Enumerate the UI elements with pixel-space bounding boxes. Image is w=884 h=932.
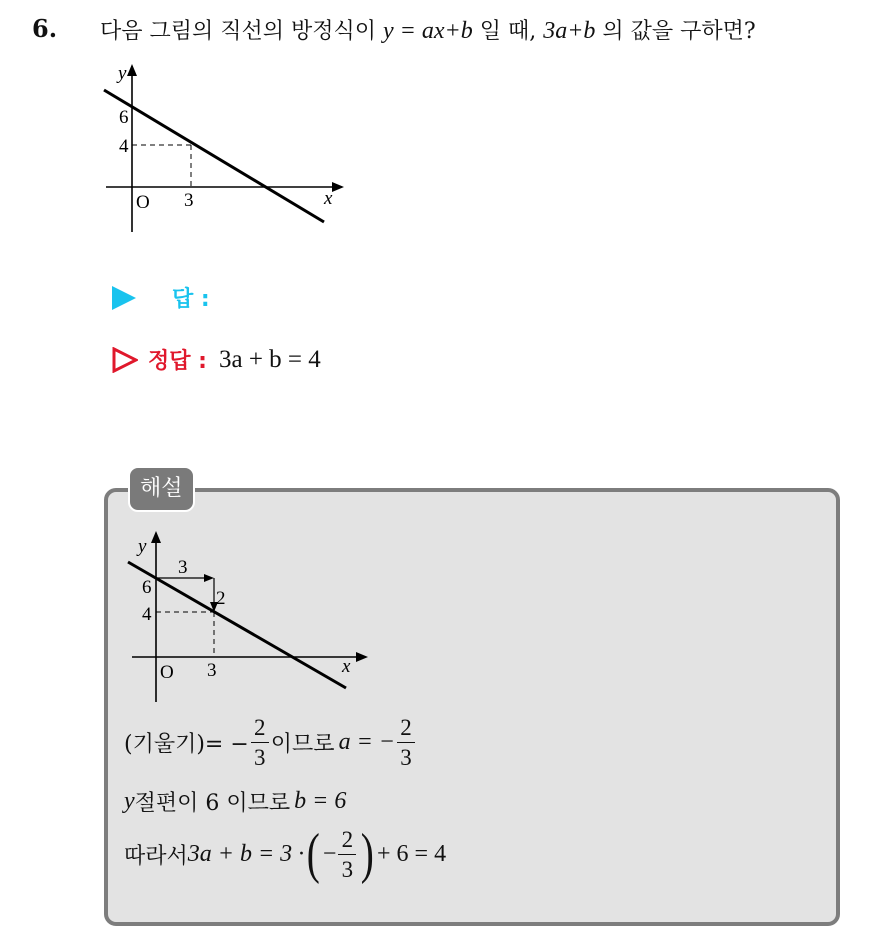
fraction-bar	[338, 854, 356, 855]
origin-label: O	[160, 662, 174, 683]
tick-label-6: 6	[142, 577, 152, 598]
y-axis-arrow	[127, 64, 137, 76]
question-number: 6.	[32, 14, 58, 43]
solution-row	[112, 344, 321, 375]
question-text-middle: 일 때,	[472, 19, 544, 44]
question-text-before: 다음 그림의 직선의 방정식이	[100, 19, 383, 44]
tick-label-3: 3	[207, 660, 217, 681]
explanation-line-result	[124, 823, 447, 885]
tick-label-3: 3	[184, 190, 194, 211]
solution-value: 3a + b = 4	[218, 345, 321, 373]
x-axis-arrow	[332, 182, 344, 192]
x-axis-arrow	[356, 652, 368, 662]
play-icon	[112, 286, 136, 310]
fraction-bar	[251, 742, 269, 743]
left-paren: (	[306, 823, 321, 885]
y-axis-label: y	[138, 536, 147, 557]
result-equation-left: 3a + b = 3 ·	[187, 840, 305, 867]
answer-row	[112, 282, 210, 313]
triangle-outline-icon	[112, 347, 138, 373]
tick-label-6: 6	[119, 107, 129, 128]
fraction-denominator: 3	[400, 745, 412, 770]
answer-label: 답 :	[172, 287, 210, 312]
fraction-denominator: 3	[341, 856, 354, 882]
intercept-text: 절편이 6 이므로	[134, 791, 291, 816]
explanation-graph	[124, 528, 374, 708]
x-axis-label: x	[324, 188, 333, 209]
fraction-numerator: 2	[254, 715, 266, 740]
intercept-equation: b = 6	[294, 788, 347, 814]
solution-label: 정답 :	[148, 349, 207, 374]
fraction-numerator: 2	[341, 826, 354, 852]
tick-label-4: 4	[142, 604, 152, 625]
question-expression: 3a+b	[543, 18, 596, 44]
question-equation: y = ax+b	[383, 18, 473, 44]
run-arrowhead	[204, 574, 214, 582]
fraction-denominator: 3	[254, 745, 266, 770]
result-fraction	[338, 828, 356, 881]
question-graph	[96, 60, 356, 240]
y-axis-arrow	[151, 531, 161, 543]
result-equation-right: + 6 = 4	[377, 840, 447, 867]
y-axis-label: y	[118, 63, 127, 84]
tick-label-4: 4	[119, 136, 129, 157]
slope-middle: 이므로	[270, 732, 335, 757]
result-prefix: 따라서	[124, 843, 188, 869]
fraction-bar	[397, 742, 415, 743]
x-axis-label: x	[342, 656, 351, 677]
explanation-tag: 해설	[128, 466, 195, 512]
slope-prefix: (기울기)= −	[124, 732, 249, 757]
explanation-line-slope	[124, 716, 417, 769]
question-text-after: 의 값을 구하면?	[595, 19, 756, 44]
explanation-line-intercept	[124, 786, 346, 817]
rise-label: 2	[216, 588, 226, 609]
slope-fraction	[251, 716, 269, 769]
intercept-variable: y	[124, 788, 135, 814]
a-fraction	[397, 716, 415, 769]
question-text	[100, 14, 756, 45]
right-paren: )	[361, 823, 375, 885]
run-label: 3	[178, 557, 188, 578]
origin-label: O	[136, 192, 150, 213]
slope-variable: a = −	[338, 729, 395, 755]
fraction-numerator: 2	[400, 715, 412, 740]
result-minus: −	[322, 840, 337, 867]
